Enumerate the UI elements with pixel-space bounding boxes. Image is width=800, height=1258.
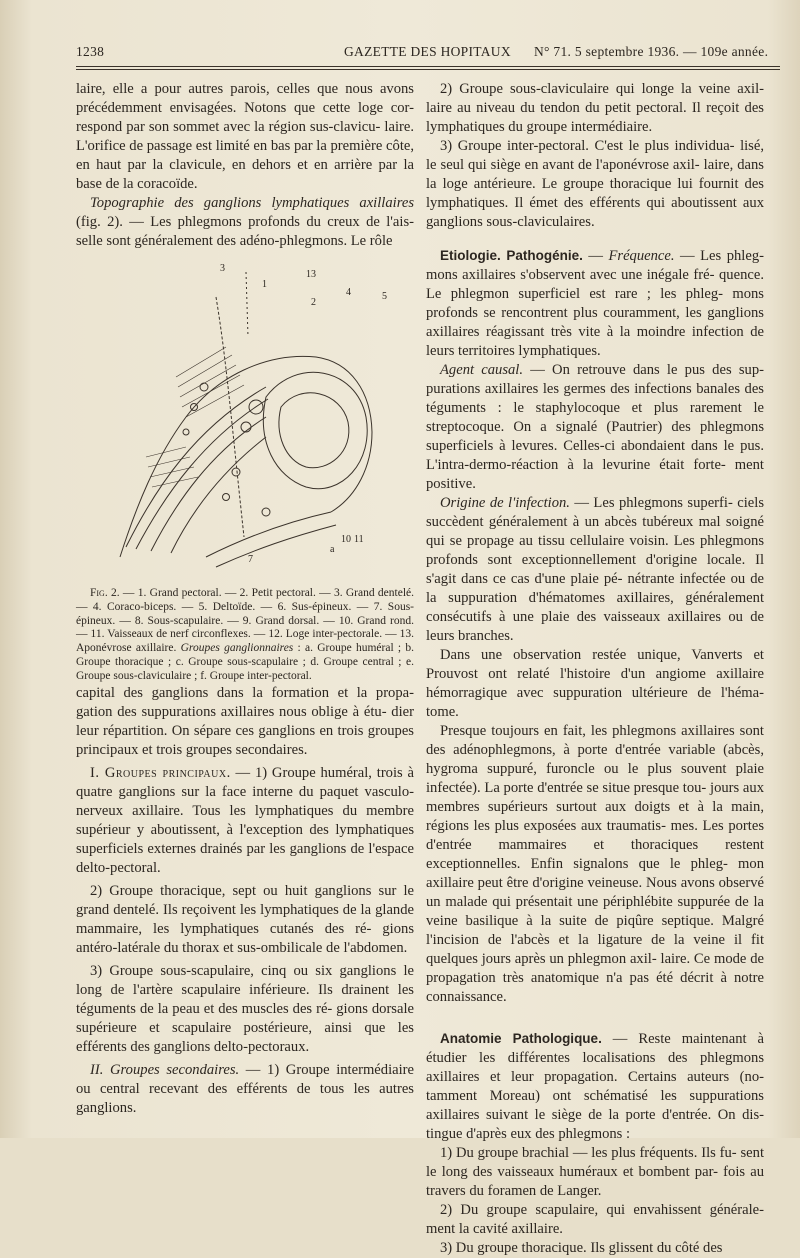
issue-info: N° 71. 5 septembre 1936. — 109e année. [534, 44, 769, 59]
list-item: 2) Du groupe scapulaire, qui envahissent générale- ment la cavité axillaire. [426, 1202, 764, 1237]
paragraph-groupes-principaux: I. Groupes principaux. — 1) Groupe huméral, trois à quatre ganglions sur la face interne du paquet vasculo-nerveux axillaire. Tous les lymphatiques du membre supérieur y aboutissent, à l'exception des lymphatiques superficiels externes drainés par les ganglions de l'espace delto-pectoral. [76, 764, 414, 876]
paragraph: Dans une observation restée unique, Vanverts et Prouvost ont relaté l'histoire d'un angiome axillaire hémorragique avec suppuration ultérieure de l'héma- tome. [426, 647, 764, 720]
section-heading: Anatomie Pathologique. [440, 1031, 602, 1046]
section-title: Topographie des ganglions lymphatiques axillaires [90, 195, 414, 211]
figure-label: 11 [354, 534, 364, 545]
figure-label: 13 [306, 269, 316, 280]
section-anatomie: Anatomie Pathologique. — Reste maintenant à étudier les différentes localisations des phlegmons axillaires et leur propagation. Certains auteurs (no- tamment Moreau) ont schématisé les suppurations axillaires suivant le siège de la porte d'entrée. On dis- tingue d'après eux des phlegmons : [426, 1031, 764, 1142]
axilla-cross-section-drawing [116, 257, 387, 579]
paragraph: 2) Groupe thoracique, sept ou huit ganglions sur le grand dentelé. Ils reçoivent les lymphatiques de la glande mammaire, les lymphatiques cutanés des ré- gions antéro-latérale du thorax et sus-ombilicale de l'abdomen. [76, 882, 414, 956]
figure-label: a [330, 544, 335, 555]
paragraph-groupes-secondaires: II. Groupes secondaires. — 1) Groupe intermédiaire ou central recevant des efférents de tous les autres ganglions. [76, 1061, 414, 1116]
figure-label: 2 [311, 297, 316, 308]
paragraph: 3) Groupe sous-scapulaire, cinq ou six ganglions le long de l'artère scapulaire inférieure. Ils drainent les téguments de la peau et des muscles des ré- gions dorsale supérieure et scapulaire postérieure, ainsi que les efférents des ganglions delto-pectoraux. [76, 962, 414, 1055]
header-rule-bottom [76, 69, 780, 70]
paragraph: 2) Groupe sous-claviculaire qui longe la veine axil- laire au niveau du tendon du petit pectoral. Il reçoit des lymphatiques du groupe intermédiaire. [426, 81, 764, 135]
section-heading: Etiologie. Pathogénie. [440, 248, 583, 263]
paragraph-agent: Agent causal. — On retrouve dans le pus des sup- purations axillaires les germes des infections banales des téguments : le staphylocoque et plus rarement le streptocoque. On a signalé (Pautrier) des phlegmons superficiels à levures. Celles-ci abondaient dans le pus. L'intra-dermo-réaction à la levurine était forte- ment positive. [426, 362, 764, 492]
paragraph: capital des ganglions dans la formation et la propa- gation des suppurations axillaires nous oblige à étu- dier leur répartition. On sépare ces ganglions en trois groupes principaux et trois groupes secondaires. [76, 684, 414, 758]
figure-label: 1 [262, 279, 267, 290]
right-column [426, 80, 764, 1258]
figure-label: 4 [346, 287, 351, 298]
page-number: 1238 [76, 44, 105, 59]
running-header [76, 44, 780, 64]
paragraph-origine: Origine de l'infection. — Les phlegmons superfi- ciels succèdent généralement à un abcès tubéreux mal soigné qui se propage au tissu cellulaire voisin. Les phlegmons profonds sont exceptionnellement d'origine locale. Il s'agit dans ce cas d'une plaie pé- nétrante infectée ou de la suppuration d'hématomes axillaires, généralement consécutifs à une plaie des vaisseaux axillaires ou de leurs branches. [426, 495, 764, 644]
paragraph: laire, elle a pour autres parois, celles que nous avons précédemment envisagées. Notons que cette loge cor- respond par son sommet avec la région sus-clavicu- laire. L'orifice de passage est limité en bas par la première côte, en haut par la clavicule, en dehors et en arrière par la base de la coracoïde. [76, 81, 414, 192]
figure-label: 3 [220, 263, 225, 274]
paragraph: 3) Groupe inter-pectoral. C'est le plus individua- lisé, le seul qui siège en avant de l'aponévrose axil- laire, dans la loge antérieure. Le groupe thoracique lui fournit des lymphatiques. Il émet des efférents qui aboutissent aux ganglions sous-claviculaires. [426, 138, 764, 230]
figure-label: 10 [341, 534, 351, 545]
section-etiologie: Etiologie. Pathogénie. — Fréquence. — Les phleg- mons axillaires s'observent avec une inégale fré- quence. Le phlegmon superficiel est rare ; les phleg- mons profonds se rencontrent plus couramment, les ganglions axillaires réagissant très vite à la moindre infection de leurs territoires lymphatiques. [426, 248, 764, 359]
paragraph-topographie [76, 194, 414, 251]
figure-label: 7 [248, 554, 253, 565]
paragraph: Presque toujours en fait, les phlegmons axillaires sont des adénophlegmons, à porte d'entrée variable (abcès, hygroma suppuré, furoncle ou le plus souvent plaie infectée). La porte d'entrée se situe presque tou- jours aux membres supérieurs surtout aux doigts et à la main, régions les plus exposées aux traumatis- mes. Les portes d'entrée mammaires et thoraciques restent exceptionnelles. Enfin signalons que le phleg- mon axillaire peut être d'origine veineuse. Nous avons observé un malade qui présentait une périphlébite suppurée de la veine basilique à la suite de piqûre septique. Malgré l'incision de l'abcès et la ligature de la veine il fit quelques jours après un phlegmon axil- laire. Ce mode de propagation très anatomique n'a pas été décrit à notre connaissance. [426, 723, 764, 1005]
header-rule-top [76, 66, 780, 67]
journal-title: GAZETTE DES HOPITAUX [344, 44, 511, 59]
figure-label: 5 [382, 291, 387, 302]
left-column [76, 80, 414, 1118]
paragraph-text: (fig. 2). — Les phlegmons profonds du creux de l'ais- selle sont généralement des adéno-phlegmons. Le rôle [76, 214, 414, 249]
list-item: 1) Du groupe brachial — les plus fréquents. Ils fu- sent le long des vaisseaux huméraux et bombent par- fois au travers du foramen de Langer. [426, 1145, 764, 1199]
figure-caption: Fig. 2. — 1. Grand pectoral. — 2. Petit pectoral. — 3. Grand dentelé. — 4. Coraco-biceps. — 5. Deltoïde. — 6. Sus-épineux. — 7. Sous-épineux. — 8. Sous-scapulaire. — 9. Grand dorsal. — 10. Grand rond. — 11. Vaisseaux de nerf circonflexes. — 12. Loge inter-pectorale. — 13. Aponévrose axillaire. Groupes ganglionnaires : a. Groupe huméral ; b. Groupe thoracique ; c. Groupe sous-scapulaire ; d. Groupe central ; e. Groupe sous-claviculaire ; f. Groupe inter-pectoral. [76, 587, 414, 682]
anatomical-figure [76, 257, 414, 579]
list-item: 3) Du groupe thoracique. Ils glissent du côté des [440, 1240, 723, 1256]
